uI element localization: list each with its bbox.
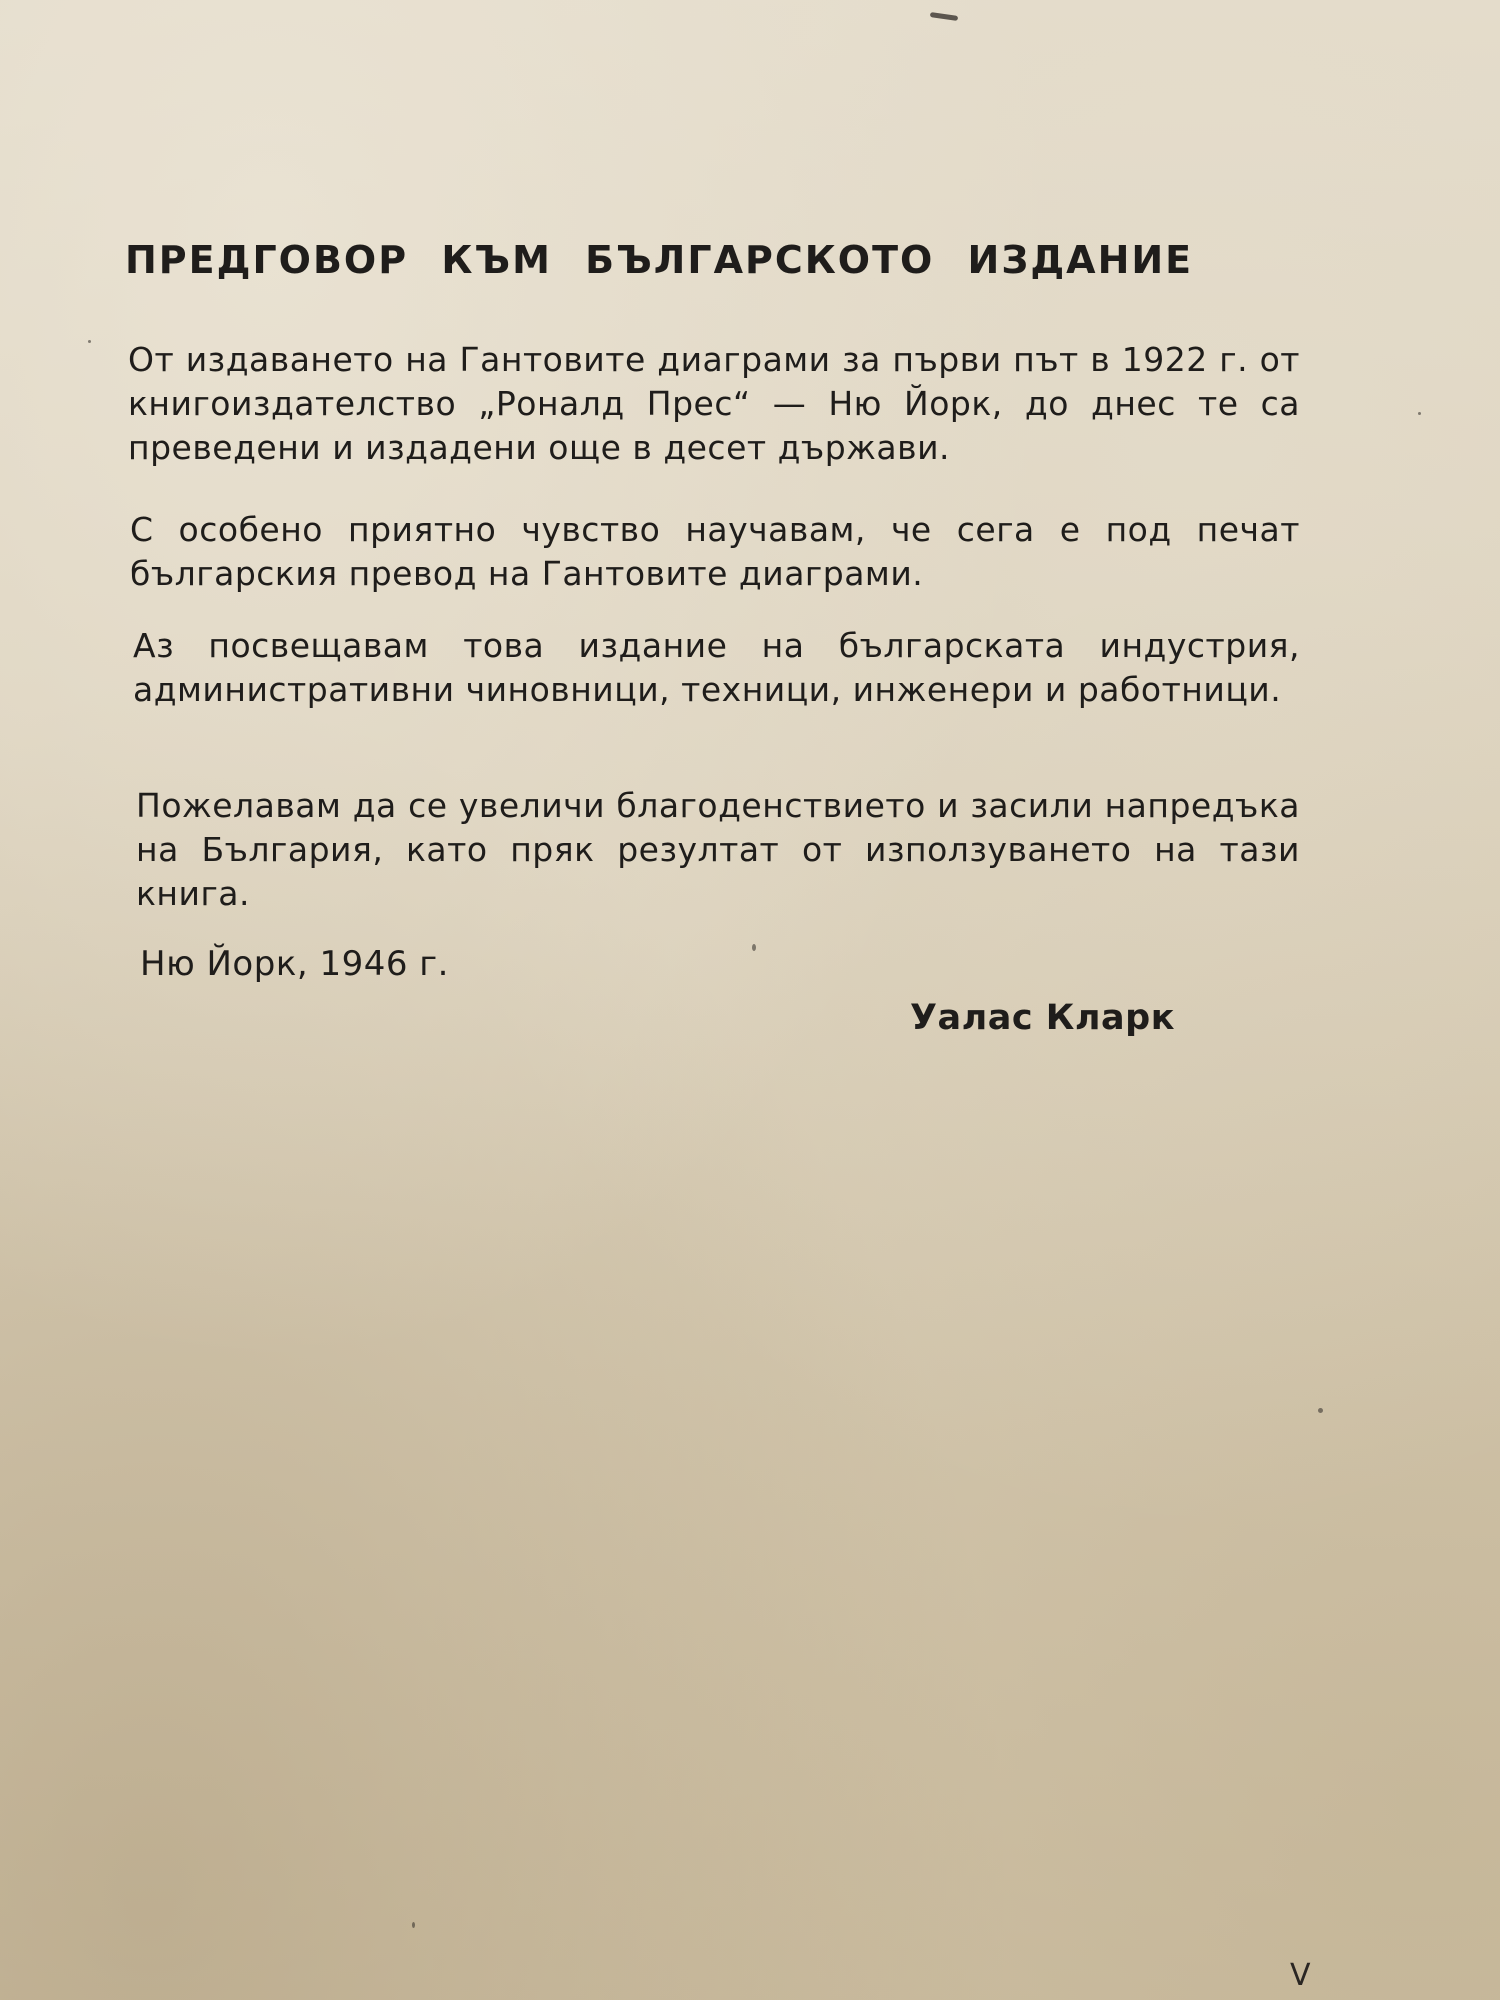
paper-speck — [752, 944, 756, 951]
paper-speck — [1418, 412, 1421, 415]
preface-paragraph-1: От издаването на Гантовите диаграми за първи път в 1922 г. от книгоиздателство „Роналд Прес“ — Ню Йорк, до днес те са преведени и издадени още в десет държави. — [128, 340, 1300, 467]
page-number: V — [1290, 1958, 1311, 1993]
paper-speck — [88, 340, 91, 343]
paper-speck — [1318, 1408, 1323, 1413]
preface-paragraph-2: С особено приятно чувство научавам, че сега е под печат българския превод на Гантовите диаграми. — [130, 510, 1300, 593]
place-and-date: Ню Йорк, 1946 г. — [140, 944, 449, 984]
preface-heading: ПРЕДГОВОР КЪМ БЪЛГАРСКОТО ИЗДАНИЕ — [125, 238, 1194, 282]
paper-speck — [412, 1922, 415, 1928]
preface-paragraph-3: Аз посвещавам това издание на българската индустрия, административни чиновници, техници, инженери и работници. — [133, 626, 1300, 709]
preface-paragraph-4: Пожелавам да се увеличи благоденствието и засили напредъка на България, като пряк резултат от използуването на тази книга. — [136, 786, 1300, 913]
ink-mark — [930, 12, 958, 21]
author-signature: Уалас Кларк — [910, 998, 1175, 1038]
